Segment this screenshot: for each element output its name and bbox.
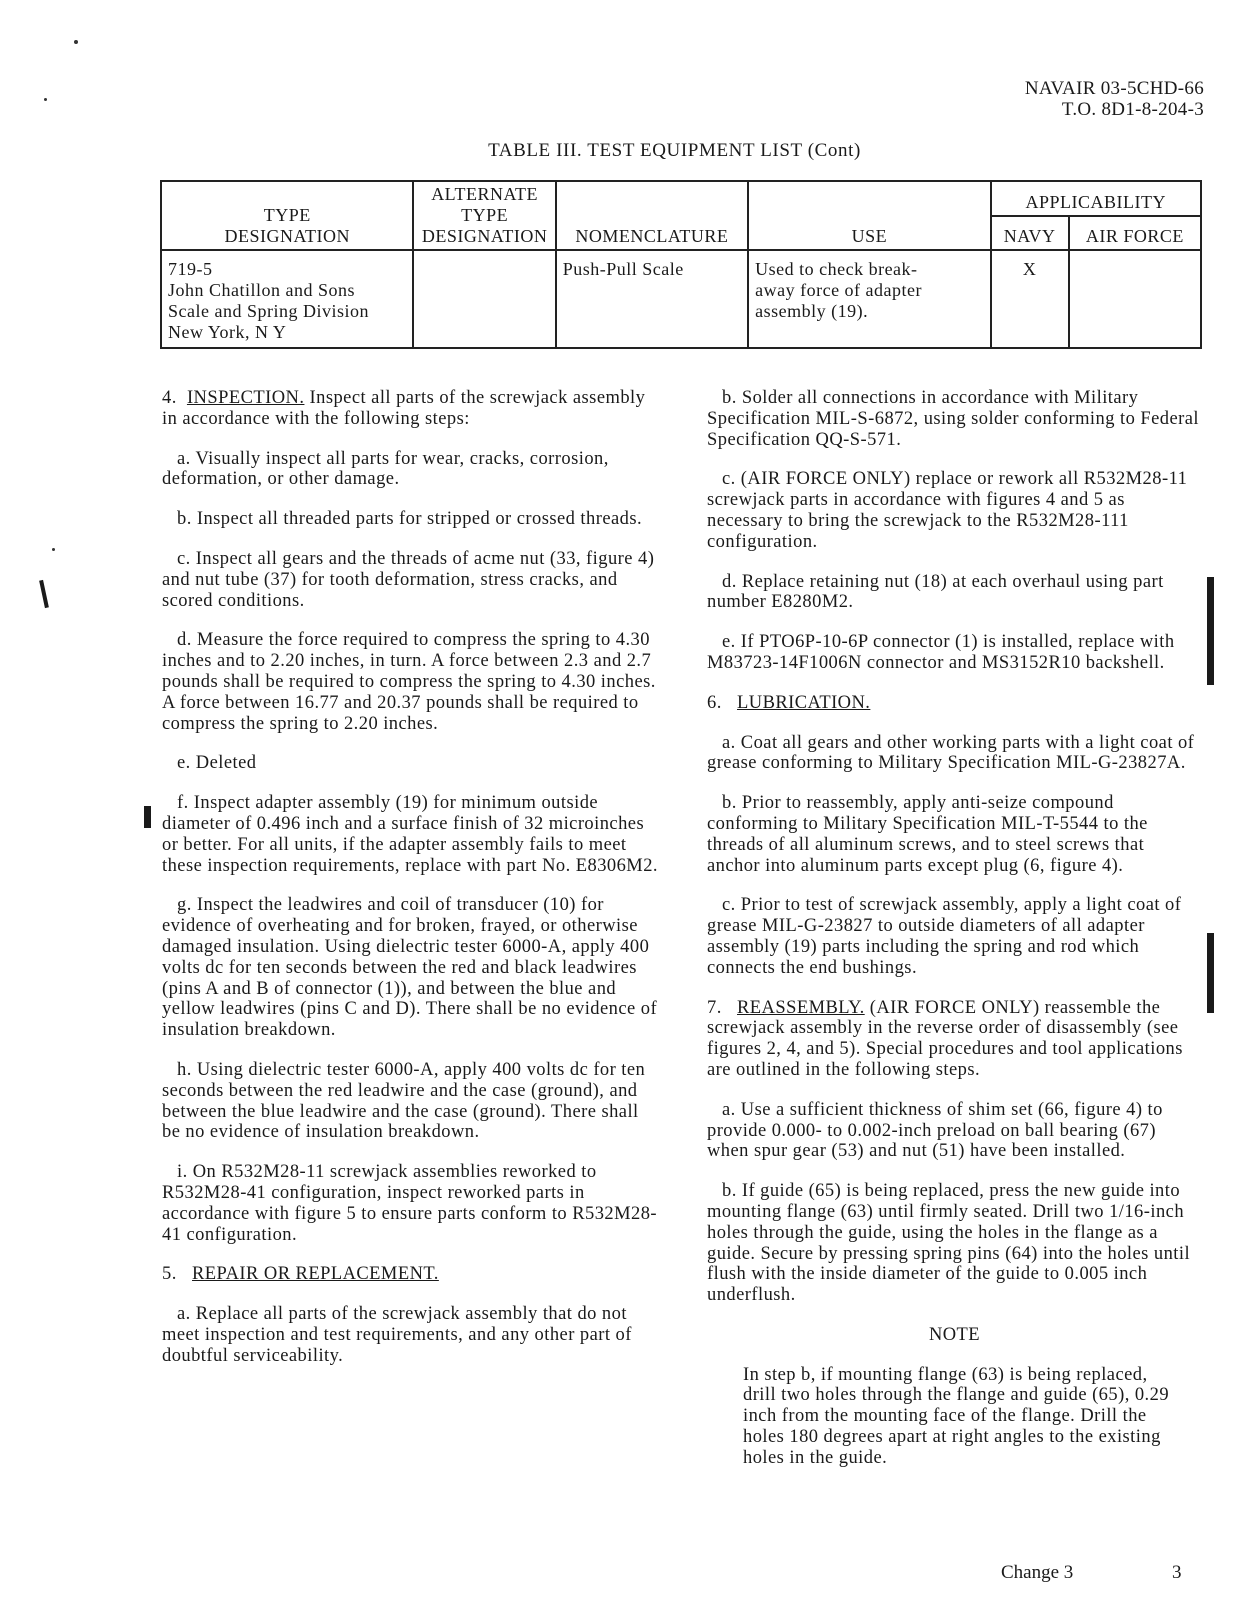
cell-navy: X [991, 250, 1069, 348]
note-title: NOTE [928, 1324, 981, 1345]
step-4f: f. Inspect adapter assembly (19) for minimum outside diameter of 0.496 inch and a surface finish of 32 microinches or better. For all units, if the adapter assembly fails to meet these inspection requirements, replace with part No. E8306M2. [162, 793, 658, 876]
cell-type-designation: 719-5 John Chatillon and Sons Scale and Spring Division New York, N Y [161, 250, 413, 348]
step-4g: g. Inspect the leadwires and coil of transducer (10) for evidence of overheating and for broken, frayed, or otherwise damaged insulation. Using dielectric tester 6000-A, apply 400 volts dc for ten seconds between the red and black leadwires (pins A and B of connector (1)), and between the blue and yellow leadwires (pins C and D). There shall be no evidence of insulation breakdown. [162, 895, 658, 1041]
page-number: 3 [1172, 1562, 1182, 1583]
step-5c: c. (AIR FORCE ONLY) replace or rework all R532M28-11 screwjack parts in accordance with figures 4 and 5 as necessary to bring the screwjack to the R532M28-111 configuration. [707, 469, 1188, 552]
change-bar [1207, 933, 1214, 1013]
section-6-heading: 6. LUBRICATION. [707, 692, 871, 713]
step-5d: d. Replace retaining nut (18) at each overhaul using part number E8280M2. [707, 571, 1164, 613]
step-4e: e. Deleted [177, 753, 257, 774]
to-number: T.O. 8D1-8-204-3 [1061, 99, 1204, 120]
scan-speck [44, 98, 47, 101]
note-body: In step b, if mounting flange (63) is being replaced, drill two holes through the flange and guide (65), 0.29 inch from the mounting face of the flange. Drill the holes 180 degrees apart at right angles to the existing holes in the guide. [743, 1364, 1170, 1468]
step-4d: d. Measure the force required to compress the spring to 4.30 inches and to 2.20 inches, in turn. A force between 2.3 and 2.7 pounds shall be required to compress the spring to 4.30 inches. A force between 16.77 and 20.37 pounds shall be required to compress the spring to 2.20 inches. [162, 630, 656, 734]
step-5b: b. Solder all connections in accordance with Military Specification MIL-S-6872, using solder conforming to Federal Specification QQ-S-571. [707, 388, 1199, 450]
scan-speck [74, 40, 78, 44]
step-4h: h. Using dielectric tester 6000-A, apply 400 volts dc for ten seconds between the red leadwire and the case (ground), and between the blue leadwire and the case (ground). There shall be no evidence of insulation breakdown. [162, 1059, 646, 1143]
scan-mark [39, 580, 49, 608]
section-title: REPAIR OR REPLACEMENT. [192, 1264, 439, 1285]
section-5-heading: 5. REPAIR OR REPLACEMENT. [162, 1264, 439, 1285]
cell-alternate [413, 250, 555, 348]
header-type-designation: TYPE DESIGNATION [161, 181, 413, 250]
header-alternate-type-designation: ALTERNATE TYPE DESIGNATION [413, 181, 555, 250]
section-7-heading: 7. REASSEMBLY. (AIR FORCE ONLY) reassemble the screwjack assembly in the reverse order of disassembly (see figures 2, 4, and 5). Special procedures and tool applications are outlined in the following steps. [707, 997, 1183, 1080]
change-bar [1207, 577, 1214, 685]
step-6b: b. Prior to reassembly, apply anti-seize compound conforming to Military Specification MIL-T-5544 to the threads of all aluminum screws, and to steel screws that anchor into aluminum parts except plug (6, figure 4). [707, 793, 1148, 876]
cell-air-force [1069, 250, 1201, 348]
section-title: LUBRICATION. [737, 692, 871, 713]
table-row [161, 250, 1201, 348]
step-4b: b. Inspect all threaded parts for stripped or crossed threads. [177, 509, 643, 530]
step-7b: b. If guide (65) is being replaced, press the new guide into mounting flange (63) until firmly seated. Drill two 1/16-inch holes through the guide, using the holes in the flange as a guide. Secure by pressing spring pins (64) into the holes until flush with the inside diameter of the guide to 0.005 inch underflush. [707, 1181, 1191, 1306]
header-air-force: AIR FORCE [1069, 216, 1201, 251]
header-navy: NAVY [991, 216, 1069, 251]
cell-nomenclature: Push-Pull Scale [556, 250, 748, 348]
document-header [1025, 78, 1204, 120]
change-bar [144, 806, 151, 828]
step-6a: a. Coat all gears and other working parts with a light coat of grease conforming to Military Specification MIL-G-23827A. [707, 732, 1195, 774]
header-nomenclature: NOMENCLATURE [556, 181, 748, 250]
header-applicability: APPLICABILITY [991, 181, 1201, 216]
change-number: Change 3 [1001, 1562, 1074, 1583]
step-4c: c. Inspect all gears and the threads of acme nut (33, figure 4) and nut tube (37) for tooth deformation, stress cracks, and scored conditions. [162, 548, 655, 611]
table-header-row [161, 181, 1201, 216]
step-4a: a. Visually inspect all parts for wear, cracks, corrosion, deformation, or other damage. [162, 448, 609, 490]
step-4i: i. On R532M28-11 screwjack assemblies reworked to R532M28-41 configuration, inspect reworked parts in accordance with figure 5 to ensure parts conform to R532M28-41 configuration. [162, 1162, 658, 1245]
step-5e: e. If PTO6P-10-6P connector (1) is installed, replace with M83723-14F1006N connector and MS3152R10 backshell. [707, 632, 1175, 673]
navair-number: NAVAIR 03-5CHD-66 [1024, 78, 1204, 99]
table-title: TABLE III. TEST EQUIPMENT LIST (Cont) [488, 140, 861, 161]
step-6c: c. Prior to test of screwjack assembly, apply a light coat of grease MIL-G-23827 to outside diameters of all adapter assembly (19) parts including the spring and rod which connects the end bushings. [707, 895, 1182, 978]
step-7a: a. Use a sufficient thickness of shim set (66, figure 4) to provide 0.000- to 0.002-inch preload on ball bearing (67) when spur gear (53) and nut (51) have been installed. [707, 1099, 1163, 1162]
section-title: INSPECTION. [186, 388, 305, 408]
scan-speck [52, 548, 55, 551]
test-equipment-table [160, 180, 1202, 349]
section-4-heading: 4. INSPECTION. Inspect all parts of the screwjack assembly in accordance with the following steps: [162, 388, 646, 429]
right-column [707, 388, 1202, 1469]
step-5a: a. Replace all parts of the screwjack assembly that do not meet inspection and test requirements, and any other part of doubtful serviceability. [162, 1304, 632, 1366]
left-column [162, 388, 662, 1385]
cell-use: Used to check break- away force of adapter assembly (19). [748, 250, 990, 348]
section-title: REASSEMBLY. [737, 997, 865, 1018]
header-use: USE [748, 181, 990, 250]
